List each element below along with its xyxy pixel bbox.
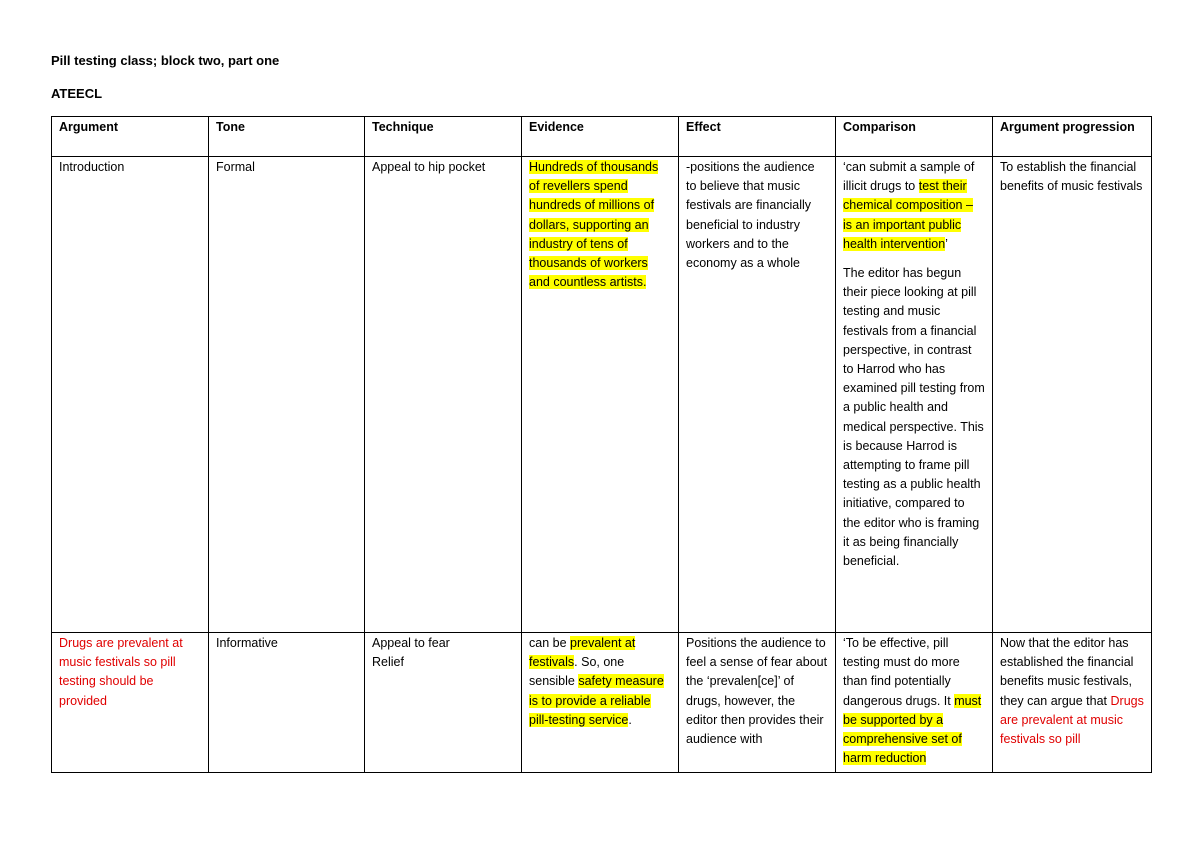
document-subtitle: ATEECL	[51, 86, 103, 101]
header-argument-progression: Argument progression	[993, 117, 1152, 157]
header-tone: Tone	[209, 117, 365, 157]
quote-start: ‘can submit a sample of illicit drugs to	[843, 160, 975, 194]
header-evidence: Evidence	[522, 117, 679, 157]
table-header-row	[52, 117, 1152, 157]
cell-effect: -positions the audience to believe that music festivals are financially beneficial to industry workers and to the economy as a whole	[679, 157, 836, 633]
evidence-highlight: prevalent at festivals	[529, 636, 636, 670]
cell-tone: Informative	[209, 633, 365, 773]
technique-line: Relief	[372, 655, 404, 670]
cell-technique: Appeal to hip pocket	[365, 157, 522, 633]
progression-text: Now that the editor has established the financial benefits music festivals, they can argue that	[1000, 636, 1134, 708]
quote-highlight: test their chemical composition – is an important public health intervention	[843, 179, 973, 251]
cell-comparison	[836, 633, 993, 773]
evidence-highlight: Hundreds of thousands of revellers spend hundreds of millions of dollars, supporting an industry of tens of thousands of workers and countless artists.	[529, 160, 659, 290]
cell-comparison	[836, 157, 993, 633]
cell-evidence	[522, 633, 679, 773]
technique-line: Appeal to fear	[372, 636, 450, 650]
table-row	[52, 157, 1152, 633]
cell-argument: Drugs are prevalent at music festivals so pill testing should be provided	[52, 633, 209, 773]
header-argument: Argument	[52, 117, 209, 157]
cell-argument: Introduction	[52, 157, 209, 633]
quote-end: ’	[945, 236, 948, 251]
cell-tone: Formal	[209, 157, 365, 633]
header-technique: Technique	[365, 117, 522, 157]
cell-progression: To establish the financial benefits of music festivals	[993, 157, 1152, 633]
cell-progression	[993, 633, 1152, 773]
analysis-table	[51, 116, 1152, 773]
evidence-text: .	[628, 712, 632, 727]
document-title: Pill testing class; block two, part one	[51, 53, 280, 68]
cell-evidence	[522, 157, 679, 633]
evidence-text: . So, one sensible	[529, 655, 625, 689]
progression-red-text: Drugs are prevalent at music festivals so pill	[1000, 693, 1144, 747]
comparison-text: ‘To be effective, pill testing must do more than find potentially dangerous drugs. It	[843, 636, 960, 708]
evidence-highlight: safety measure is to provide a reliable pill-testing service	[529, 674, 664, 727]
evidence-text: can be	[529, 636, 571, 650]
header-comparison: Comparison	[836, 117, 993, 157]
table-row	[52, 633, 1152, 773]
comparison-quote	[843, 158, 985, 254]
comparison-highlight: must be supported by a comprehensive set of harm reduction	[843, 693, 982, 766]
cell-technique	[365, 633, 522, 773]
header-effect: Effect	[679, 117, 836, 157]
comparison-analysis: The editor has begun their piece looking at pill testing and music festivals from a financial perspective, in contrast to Harrod who has examined pill testing from a public health and medical perspective. This is because Harrod is attempting to frame pill testing as a public health initiative, compared to the editor who is framing it as being financially beneficial.	[843, 266, 985, 569]
cell-effect: Positions the audience to feel a sense of fear about the ‘prevalen[ce]’ of drugs, however, the editor then provides their audience with	[679, 633, 836, 773]
